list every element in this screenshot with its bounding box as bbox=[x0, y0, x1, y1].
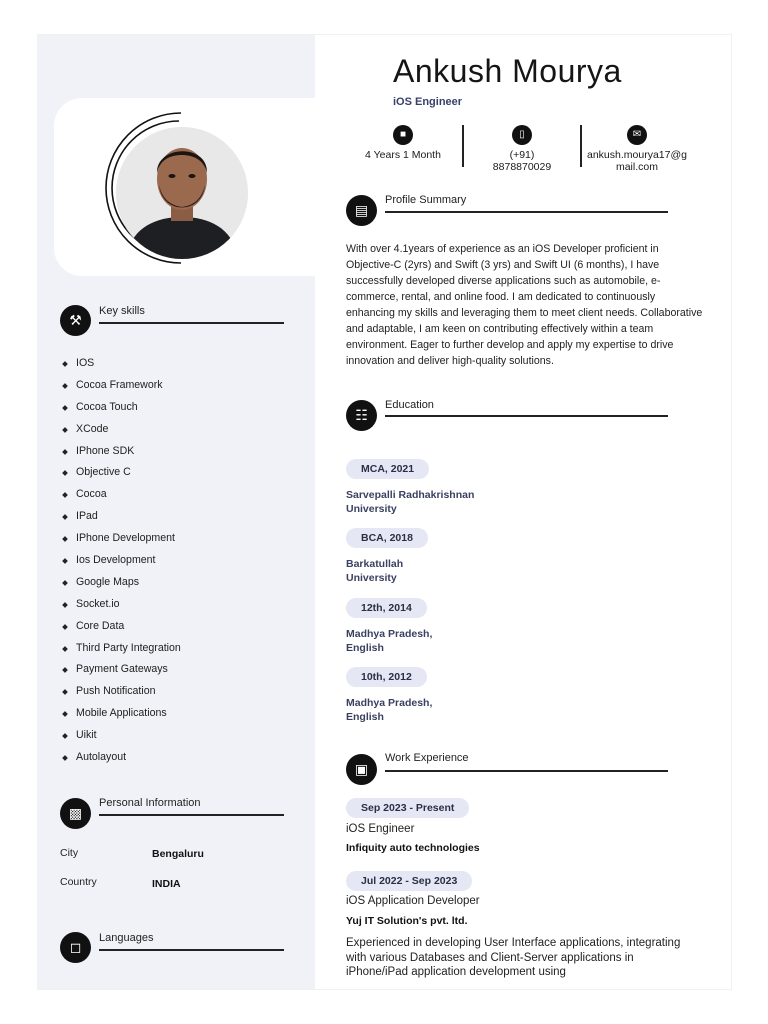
education-heading: Education bbox=[385, 399, 434, 411]
job-title: iOS Engineer bbox=[346, 823, 415, 835]
list-item: Ios Development bbox=[58, 550, 181, 572]
key-skills-heading: Key skills bbox=[99, 305, 145, 317]
email-stat bbox=[587, 125, 687, 173]
book-icon: ☷ bbox=[346, 400, 377, 431]
languages-heading: Languages bbox=[99, 932, 154, 944]
experience-stat bbox=[354, 125, 452, 161]
experience-value: 4 Years 1 Month bbox=[365, 149, 441, 161]
company-name: Yuj IT Solution's pvt. ltd. bbox=[346, 915, 468, 927]
section-underline bbox=[99, 322, 284, 324]
mail-icon: ✉ bbox=[627, 125, 647, 145]
phone-stat bbox=[472, 125, 572, 173]
education-pill: 12th, 2014 bbox=[346, 598, 427, 618]
section-underline bbox=[385, 770, 668, 772]
list-item: Cocoa bbox=[58, 484, 181, 506]
list-item: Socket.io bbox=[58, 594, 181, 616]
list-item: Third Party Integration bbox=[58, 638, 181, 660]
wrench-icon: ⚒ bbox=[60, 305, 91, 336]
briefcase-icon: ■ bbox=[393, 125, 413, 145]
list-item: Mobile Applications bbox=[58, 703, 181, 725]
list-item: IOS bbox=[58, 353, 181, 375]
document-icon: ▤ bbox=[346, 195, 377, 226]
list-item: XCode bbox=[58, 419, 181, 441]
phone-icon: ▯ bbox=[512, 125, 532, 145]
profile-photo bbox=[116, 127, 248, 259]
company-name: Infiquity auto technologies bbox=[346, 842, 480, 854]
job-description: Experienced in developing User Interface applications, integrating with various Databases and Client-Server applications in iPhone/iPad application development using bbox=[346, 937, 681, 978]
section-underline bbox=[385, 415, 668, 417]
resume-page bbox=[37, 34, 732, 990]
section-underline bbox=[99, 949, 284, 951]
email-part-1[interactable]: ankush.mourya17@g bbox=[587, 149, 687, 161]
email-part-2[interactable]: mail.com bbox=[615, 161, 658, 173]
work-period-pill: Jul 2022 - Sep 2023 bbox=[346, 871, 472, 891]
education-institution: Madhya Pradesh, English bbox=[346, 697, 433, 723]
profile-summary-heading: Profile Summary bbox=[385, 194, 467, 206]
list-item: Cocoa Touch bbox=[58, 397, 181, 419]
education-pill: 10th, 2012 bbox=[346, 667, 427, 687]
job-title: iOS Application Developer bbox=[346, 895, 480, 907]
candidate-name: Ankush Mourya bbox=[393, 53, 622, 89]
list-item: IPhone SDK bbox=[58, 441, 181, 463]
list-item: Push Notification bbox=[58, 681, 181, 703]
personal-info-heading: Personal Information bbox=[99, 797, 201, 809]
list-item: Cocoa Framework bbox=[58, 375, 181, 397]
list-item: Autolayout bbox=[58, 747, 181, 769]
list-item: IPad bbox=[58, 506, 181, 528]
phone-number[interactable]: 8878870029 bbox=[492, 161, 552, 173]
list-item: Core Data bbox=[58, 616, 181, 638]
job-role: iOS Engineer bbox=[393, 96, 463, 108]
id-card-icon: ▩ bbox=[60, 798, 91, 829]
list-item: Google Maps bbox=[58, 572, 181, 594]
divider bbox=[580, 125, 582, 167]
list-item: Objective C bbox=[58, 462, 181, 484]
work-period-pill: Sep 2023 - Present bbox=[346, 798, 469, 818]
education-pill: MCA, 2021 bbox=[346, 459, 429, 479]
work-experience-heading: Work Experience bbox=[385, 752, 469, 764]
divider bbox=[462, 125, 464, 167]
briefcase-icon: ▣ bbox=[346, 754, 377, 785]
city-value: Bengaluru bbox=[152, 848, 204, 860]
city-label: City bbox=[60, 847, 79, 859]
list-item: Uikit bbox=[58, 725, 181, 747]
profile-summary-text: With over 4.1years of experience as an iOS Developer proficient in Objective-C (2yrs) and Swift (3 yrs) and Swift UI (6 months), I have successfully developed diverse applications such as automobile, e-commerce, rental, and online food. I am dedicated to continuously enhancing my skills and leveraging them to meet client needs. Collaborative and adaptable, I am keen on contributing effectively within a team environment. Eager to further develop and apply my expertise to drive innovation and deliver high-quality solutions. bbox=[346, 243, 703, 367]
phone-prefix: (+91) bbox=[509, 149, 535, 161]
list-item: IPhone Development bbox=[58, 528, 181, 550]
avatar bbox=[116, 127, 248, 259]
skills-list bbox=[58, 353, 181, 769]
education-institution: Madhya Pradesh, English bbox=[346, 628, 433, 654]
education-institution: Sarvepalli Radhakrishnan University bbox=[346, 489, 475, 515]
list-item: Payment Gateways bbox=[58, 659, 181, 681]
country-value: INDIA bbox=[152, 878, 181, 890]
education-pill: BCA, 2018 bbox=[346, 528, 428, 548]
country-label: Country bbox=[60, 876, 97, 888]
section-underline bbox=[385, 211, 668, 213]
education-institution: Barkatullah University bbox=[346, 558, 404, 584]
section-underline bbox=[99, 814, 284, 816]
chat-icon: ◻ bbox=[60, 932, 91, 963]
